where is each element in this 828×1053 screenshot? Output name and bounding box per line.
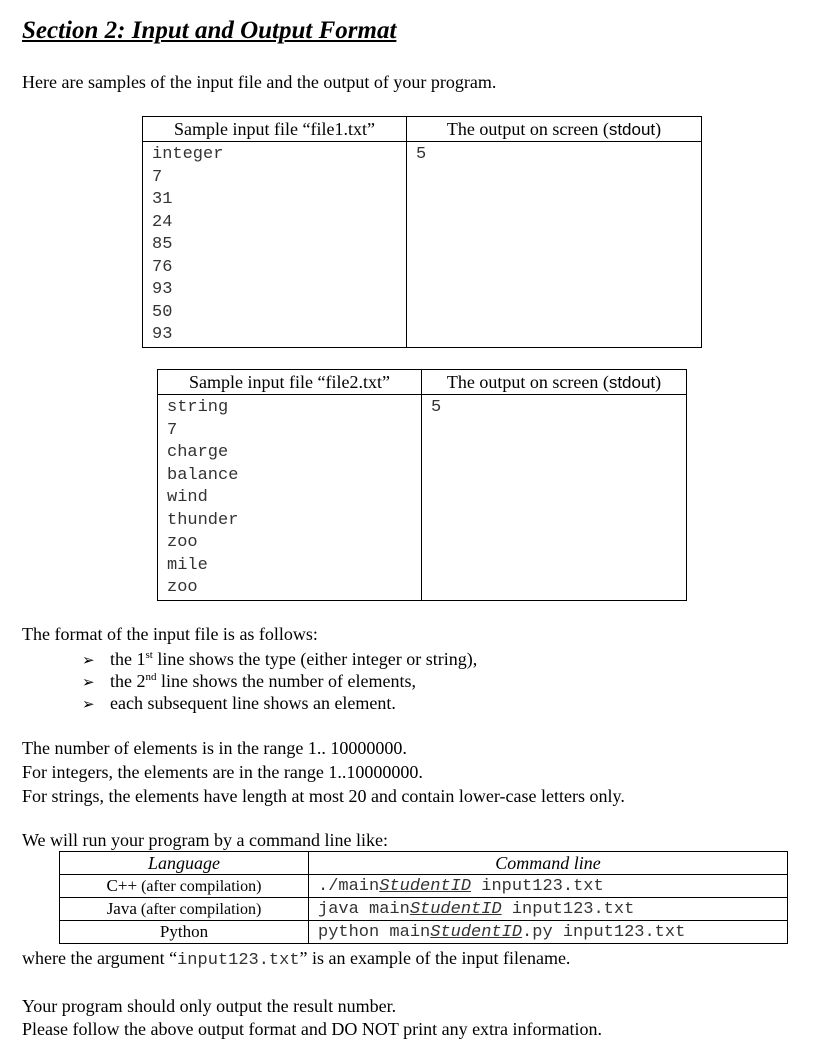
input-line: zoo xyxy=(167,533,198,552)
input-cell xyxy=(143,142,407,348)
sample-table-1 xyxy=(142,116,702,348)
intro-text: Here are samples of the input file and the output of your program. xyxy=(22,72,497,92)
input-cell xyxy=(158,395,422,601)
input-line: string xyxy=(167,398,229,417)
input-line: balance xyxy=(167,465,239,485)
input-line: 93 xyxy=(152,280,173,299)
input-line: 31 xyxy=(152,190,173,209)
command-cell: python mainStudentID.py input123.txt xyxy=(309,921,788,944)
arrow-bullet-icon: ➢ xyxy=(82,673,95,691)
input-line: zoo xyxy=(167,578,198,597)
input-line: mile xyxy=(167,555,208,575)
header-command: Command line xyxy=(309,852,788,875)
input-line: thunder xyxy=(167,510,239,530)
arrow-bullet-icon: ➢ xyxy=(82,695,95,713)
table-row xyxy=(60,875,788,898)
list-item: ➢ the 2nd line shows the number of elements, xyxy=(82,671,416,691)
format-intro: The format of the input file is as follows: xyxy=(22,624,318,644)
language-cell: C++ (after compilation) xyxy=(60,875,309,898)
header-language: Language xyxy=(60,852,309,875)
table-row xyxy=(60,921,788,944)
list-item: ➢ the 1st line shows the type (either integer or string), xyxy=(82,649,478,669)
command-cell: ./mainStudentID input123.txt xyxy=(309,875,788,898)
closing-line-2: Please follow the above output format and DO NOT print any extra information. xyxy=(22,1019,603,1039)
closing-line-1: Your program should only output the result number. xyxy=(22,996,397,1016)
input-line: 50 xyxy=(152,302,173,322)
output-cell xyxy=(422,395,687,601)
input-header: Sample input file “file2.txt” xyxy=(158,370,422,395)
input-line: 85 xyxy=(152,235,173,254)
arrow-bullet-icon: ➢ xyxy=(82,651,95,669)
command-table xyxy=(59,851,788,944)
input-line: 7 xyxy=(152,167,163,187)
language-cell: Java (after compilation) xyxy=(60,898,309,921)
constraint-strings: For strings, the elements have length at most 20 and contain lower-case letters only. xyxy=(22,786,625,806)
input-header: Sample input file “file1.txt” xyxy=(143,117,407,142)
list-item: ➢ each subsequent line shows an element. xyxy=(82,693,396,713)
output-cell xyxy=(407,142,702,348)
constraint-integers: For integers, the elements are in the range 1..10000000. xyxy=(22,762,423,782)
argument-note: where the argument “input123.txt” is an example of the input filename. xyxy=(22,948,571,970)
language-cell: Python xyxy=(60,921,309,944)
output-line: 5 xyxy=(431,398,442,417)
input-line: charge xyxy=(167,443,229,462)
table-row xyxy=(60,898,788,921)
output-line: 5 xyxy=(416,145,427,164)
command-cell: java mainStudentID input123.txt xyxy=(309,898,788,921)
input-line: 76 xyxy=(152,257,173,277)
input-line: integer xyxy=(152,145,224,164)
format-bullet-list xyxy=(82,648,477,714)
input-line: 93 xyxy=(152,325,173,344)
output-header: The output on screen (stdout) xyxy=(422,370,687,395)
command-intro: We will run your program by a command line like: xyxy=(22,830,388,850)
input-line: wind xyxy=(167,488,208,507)
sample-table-2 xyxy=(157,369,687,601)
input-line: 7 xyxy=(167,420,178,440)
constraint-count: The number of elements is in the range 1.. 10000000. xyxy=(22,738,407,758)
section-title: Section 2: Input and Output Format xyxy=(22,17,397,44)
input-line: 24 xyxy=(152,212,173,232)
output-header: The output on screen (stdout) xyxy=(407,117,702,142)
